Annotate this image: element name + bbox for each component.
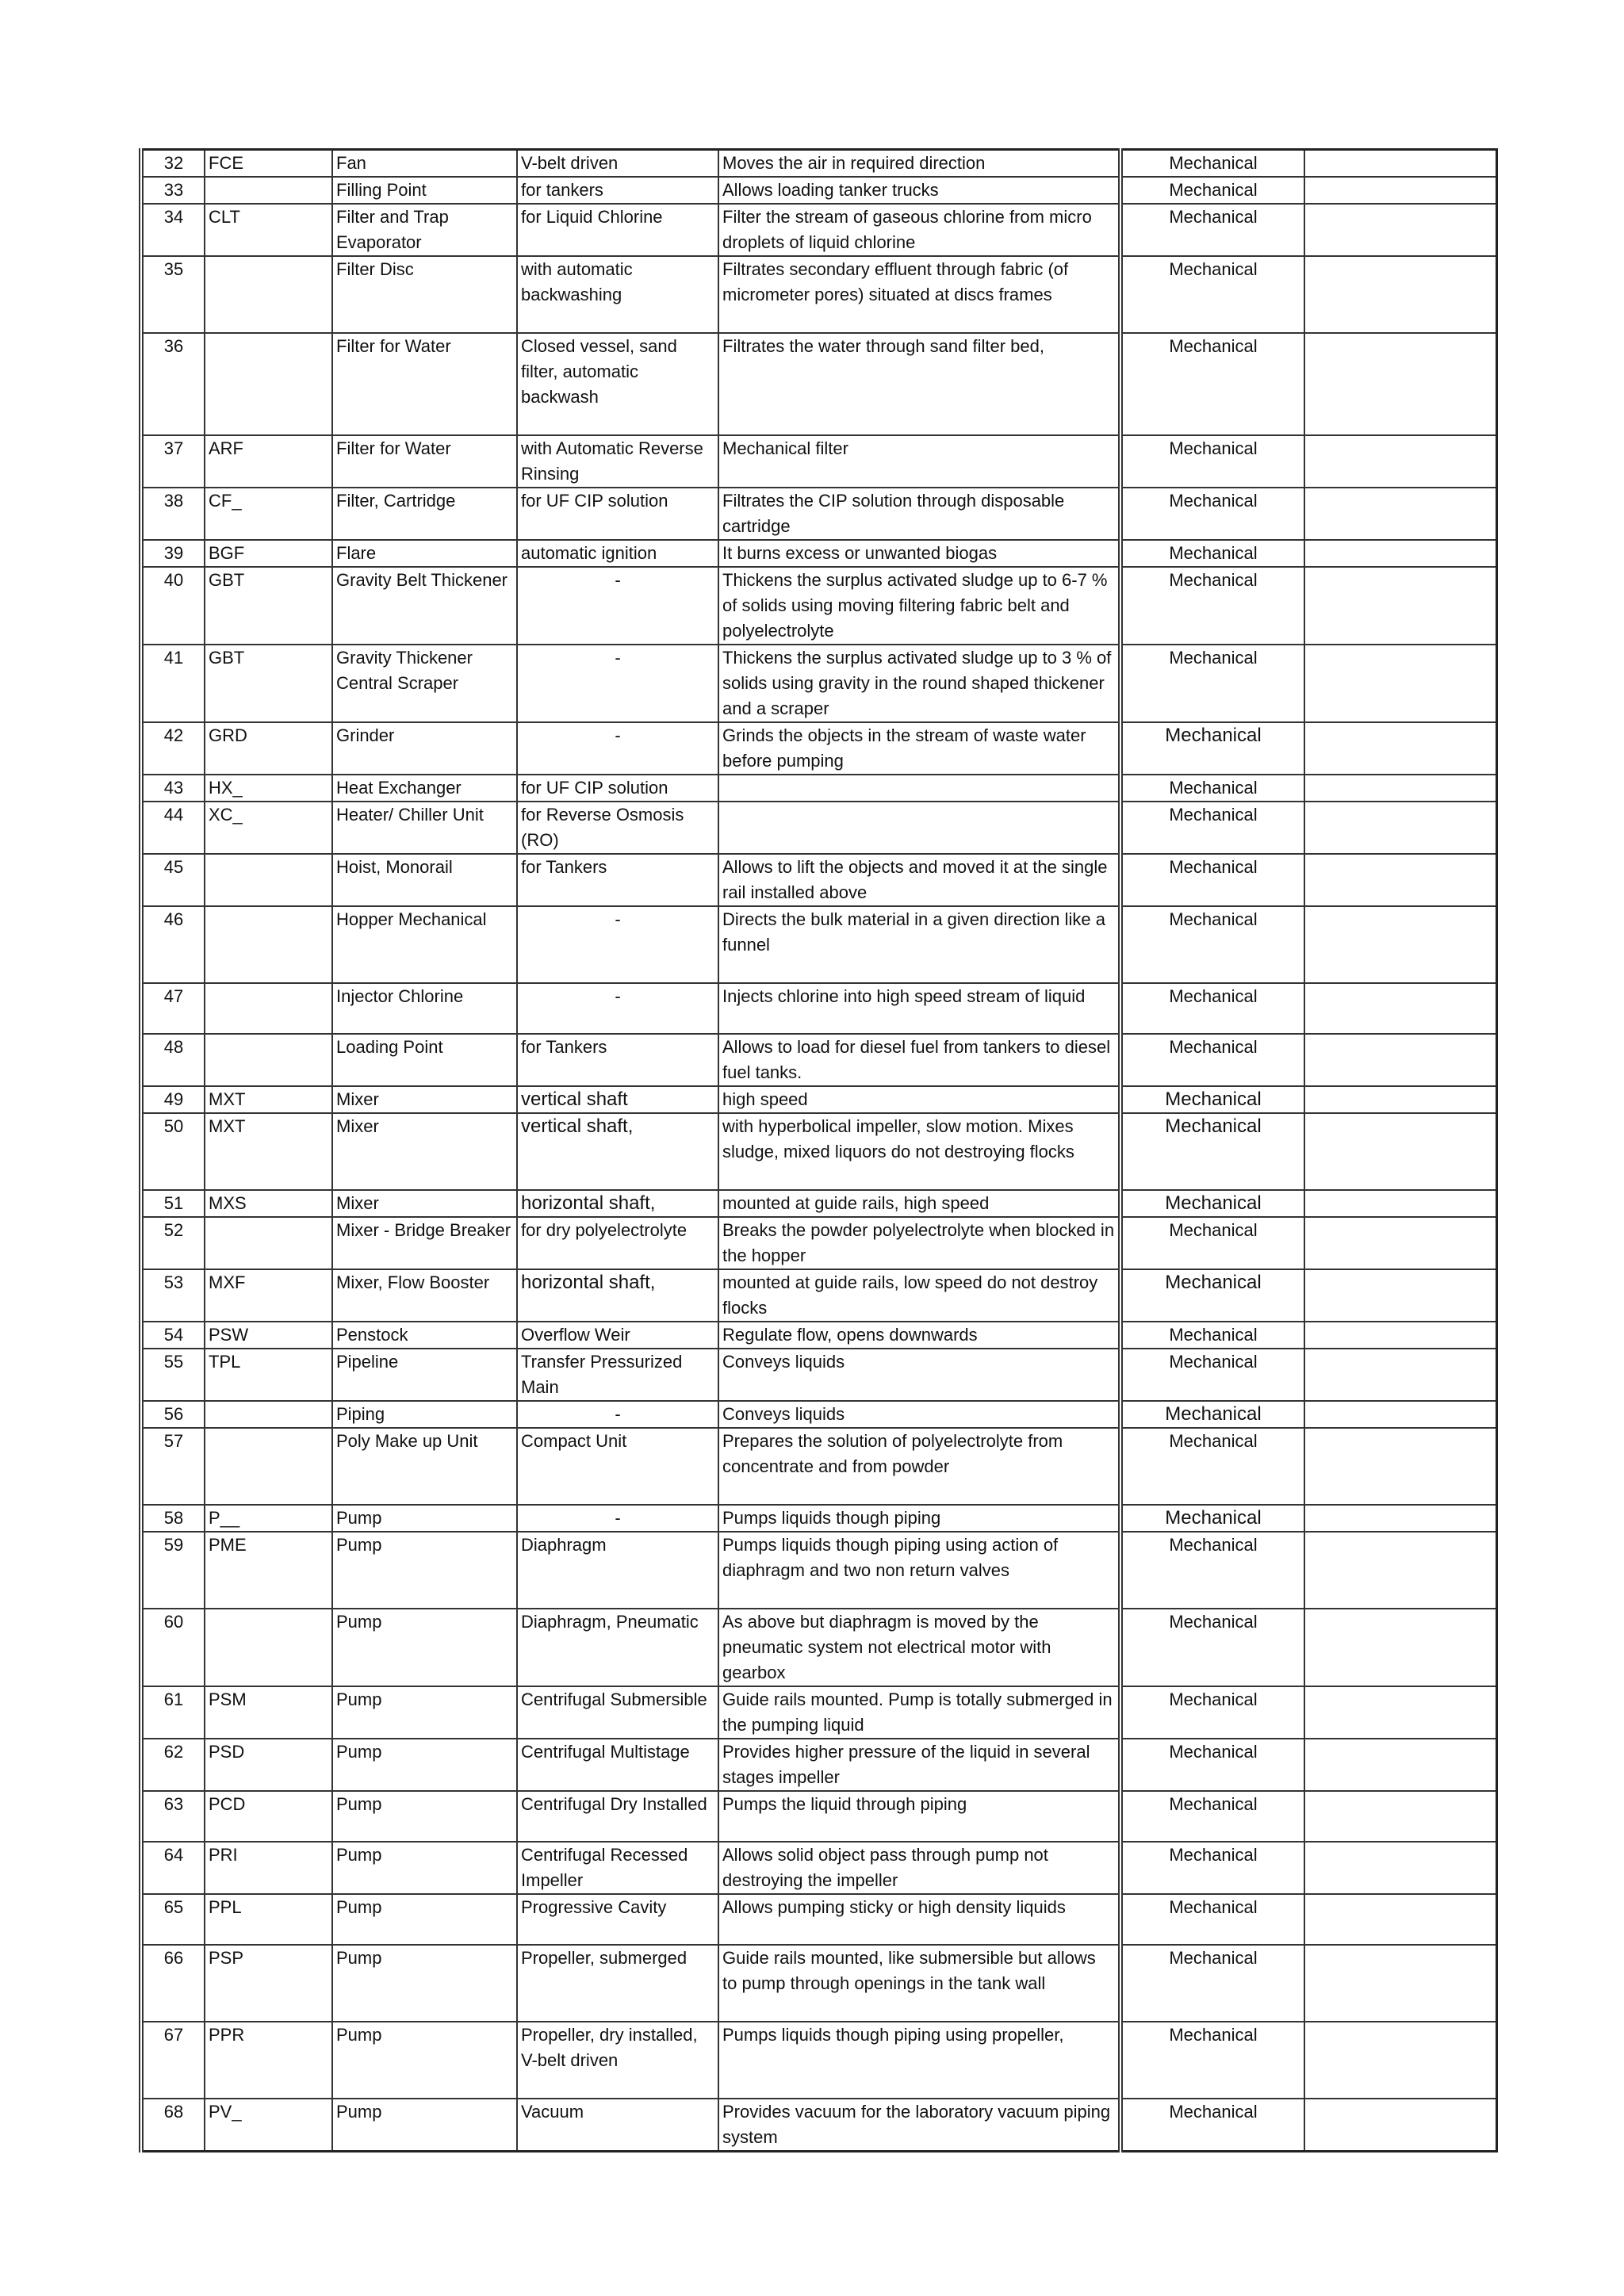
equipment-description: Pumps the liquid through piping [718, 1791, 1120, 1842]
equipment-table-body [141, 150, 1496, 2152]
equipment-spec: Diaphragm, Pneumatic [517, 1609, 718, 1686]
row-number: 45 [141, 854, 205, 906]
equipment-category: Mechanical [1120, 722, 1304, 775]
equipment-spec: horizontal shaft, [517, 1269, 718, 1322]
row-number: 46 [141, 906, 205, 983]
table-row [141, 722, 1496, 775]
equipment-spec: Centrifugal Recessed Impeller [517, 1842, 718, 1894]
table-row [141, 1401, 1496, 1428]
equipment-description: with hyperbolical impeller, slow motion. Mixes sludge, mixed liquors do not destroying flocks [718, 1113, 1120, 1190]
row-number: 36 [141, 333, 205, 435]
equipment-description: Allows to lift the objects and moved it at the single rail installed above [718, 854, 1120, 906]
equipment-code: PPL [205, 1894, 332, 1945]
equipment-code: GBT [205, 567, 332, 645]
row-number: 34 [141, 204, 205, 256]
equipment-spec: V-belt driven [517, 150, 718, 178]
equipment-code: CLT [205, 204, 332, 256]
equipment-code [205, 333, 332, 435]
equipment-category: Mechanical [1120, 567, 1304, 645]
row-number: 59 [141, 1532, 205, 1609]
equipment-code: MXT [205, 1086, 332, 1113]
empty-cell [1304, 333, 1496, 435]
equipment-code: FCE [205, 150, 332, 178]
table-row [141, 1532, 1496, 1609]
empty-cell [1304, 1401, 1496, 1428]
equipment-description: Pumps liquids though piping using action of diaphragm and two non return valves [718, 1532, 1120, 1609]
empty-cell [1304, 1505, 1496, 1532]
equipment-description: Injects chlorine into high speed stream of liquid [718, 983, 1120, 1034]
row-number: 53 [141, 1269, 205, 1322]
equipment-name: Poly Make up Unit [332, 1428, 517, 1505]
equipment-name: Fan [332, 150, 517, 178]
empty-cell [1304, 645, 1496, 722]
equipment-description: Filtrates secondary effluent through fabric (of micrometer pores) situated at discs frames [718, 256, 1120, 333]
equipment-name: Hoist, Monorail [332, 854, 517, 906]
equipment-code [205, 1609, 332, 1686]
table-row [141, 1113, 1496, 1190]
table-row [141, 1739, 1496, 1791]
row-number: 68 [141, 2099, 205, 2152]
equipment-code [205, 983, 332, 1034]
equipment-spec: - [517, 645, 718, 722]
empty-cell [1304, 150, 1496, 178]
equipment-category: Mechanical [1120, 540, 1304, 567]
equipment-category: Mechanical [1120, 1894, 1304, 1945]
equipment-category: Mechanical [1120, 983, 1304, 1034]
equipment-spec: - [517, 1505, 718, 1532]
equipment-spec: automatic ignition [517, 540, 718, 567]
equipment-code: PSW [205, 1322, 332, 1349]
table-row [141, 1894, 1496, 1945]
row-number: 32 [141, 150, 205, 178]
row-number: 33 [141, 177, 205, 204]
equipment-category: Mechanical [1120, 177, 1304, 204]
equipment-category: Mechanical [1120, 1034, 1304, 1086]
equipment-name: Mixer [332, 1086, 517, 1113]
table-row [141, 1686, 1496, 1739]
empty-cell [1304, 1945, 1496, 2022]
empty-cell [1304, 488, 1496, 540]
empty-cell [1304, 1739, 1496, 1791]
table-row [141, 1842, 1496, 1894]
equipment-code: CF_ [205, 488, 332, 540]
equipment-spec: - [517, 1401, 718, 1428]
empty-cell [1304, 2099, 1496, 2152]
equipment-description: Provides higher pressure of the liquid in several stages impeller [718, 1739, 1120, 1791]
table-row [141, 854, 1496, 906]
equipment-name: Mixer, Flow Booster [332, 1269, 517, 1322]
equipment-description: Breaks the powder polyelectrolyte when blocked in the hopper [718, 1217, 1120, 1269]
row-number: 35 [141, 256, 205, 333]
equipment-spec: Closed vessel, sand filter, automatic backwash [517, 333, 718, 435]
equipment-spec: vertical shaft, [517, 1113, 718, 1190]
equipment-name: Pump [332, 1686, 517, 1739]
equipment-name: Pump [332, 1894, 517, 1945]
empty-cell [1304, 1269, 1496, 1322]
equipment-spec: Compact Unit [517, 1428, 718, 1505]
equipment-spec: Centrifugal Multistage [517, 1739, 718, 1791]
equipment-name: Filter and Trap Evaporator [332, 204, 517, 256]
row-number: 51 [141, 1190, 205, 1217]
row-number: 62 [141, 1739, 205, 1791]
equipment-spec: for Tankers [517, 1034, 718, 1086]
equipment-name: Pump [332, 1532, 517, 1609]
empty-cell [1304, 1609, 1496, 1686]
empty-cell [1304, 1322, 1496, 1349]
equipment-description [718, 775, 1120, 802]
equipment-description: Regulate flow, opens downwards [718, 1322, 1120, 1349]
empty-cell [1304, 1428, 1496, 1505]
row-number: 56 [141, 1401, 205, 1428]
equipment-description [718, 802, 1120, 854]
table-row [141, 333, 1496, 435]
equipment-category: Mechanical [1120, 1113, 1304, 1190]
equipment-description: Filtrates the CIP solution through disposable cartridge [718, 488, 1120, 540]
row-number: 50 [141, 1113, 205, 1190]
row-number: 39 [141, 540, 205, 567]
equipment-name: Pump [332, 1739, 517, 1791]
equipment-category: Mechanical [1120, 1945, 1304, 2022]
empty-cell [1304, 1791, 1496, 1842]
equipment-spec: Propeller, submerged [517, 1945, 718, 2022]
empty-cell [1304, 1532, 1496, 1609]
equipment-category: Mechanical [1120, 1349, 1304, 1401]
equipment-code [205, 1217, 332, 1269]
equipment-category: Mechanical [1120, 1428, 1304, 1505]
equipment-code: GBT [205, 645, 332, 722]
equipment-name: Heat Exchanger [332, 775, 517, 802]
equipment-category: Mechanical [1120, 1217, 1304, 1269]
equipment-code: PRI [205, 1842, 332, 1894]
equipment-category: Mechanical [1120, 1609, 1304, 1686]
table-row [141, 1322, 1496, 1349]
equipment-name: Pump [332, 1791, 517, 1842]
equipment-code: PV_ [205, 2099, 332, 2152]
equipment-spec: for tankers [517, 177, 718, 204]
table-row [141, 488, 1496, 540]
equipment-description: Directs the bulk material in a given direction like a funnel [718, 906, 1120, 983]
equipment-code [205, 906, 332, 983]
table-row [141, 150, 1496, 178]
equipment-category: Mechanical [1120, 1086, 1304, 1113]
equipment-code: BGF [205, 540, 332, 567]
equipment-code: HX_ [205, 775, 332, 802]
empty-cell [1304, 854, 1496, 906]
equipment-category: Mechanical [1120, 1532, 1304, 1609]
table-row [141, 1034, 1496, 1086]
empty-cell [1304, 204, 1496, 256]
row-number: 66 [141, 1945, 205, 2022]
equipment-spec: for UF CIP solution [517, 488, 718, 540]
table-row [141, 1505, 1496, 1532]
equipment-category: Mechanical [1120, 854, 1304, 906]
equipment-spec: for UF CIP solution [517, 775, 718, 802]
equipment-description: mounted at guide rails, high speed [718, 1190, 1120, 1217]
equipment-category: Mechanical [1120, 1401, 1304, 1428]
equipment-category: Mechanical [1120, 802, 1304, 854]
empty-cell [1304, 1894, 1496, 1945]
equipment-name: Filling Point [332, 177, 517, 204]
equipment-spec: with Automatic Reverse Rinsing [517, 435, 718, 488]
equipment-code: TPL [205, 1349, 332, 1401]
equipment-spec: vertical shaft [517, 1086, 718, 1113]
empty-cell [1304, 802, 1496, 854]
equipment-name: Mixer - Bridge Breaker [332, 1217, 517, 1269]
equipment-spec: - [517, 906, 718, 983]
equipment-name: Piping [332, 1401, 517, 1428]
equipment-code: MXT [205, 1113, 332, 1190]
table-row [141, 567, 1496, 645]
equipment-spec: horizontal shaft, [517, 1190, 718, 1217]
row-number: 48 [141, 1034, 205, 1086]
equipment-name: Grinder [332, 722, 517, 775]
empty-cell [1304, 1686, 1496, 1739]
equipment-code: ARF [205, 435, 332, 488]
equipment-name: Gravity Thickener Central Scraper [332, 645, 517, 722]
equipment-code: PCD [205, 1791, 332, 1842]
equipment-code: MXF [205, 1269, 332, 1322]
equipment-spec: - [517, 722, 718, 775]
equipment-category: Mechanical [1120, 150, 1304, 178]
row-number: 38 [141, 488, 205, 540]
row-number: 40 [141, 567, 205, 645]
equipment-category: Mechanical [1120, 1842, 1304, 1894]
empty-cell [1304, 540, 1496, 567]
equipment-name: Pump [332, 1842, 517, 1894]
equipment-spec: with automatic backwashing [517, 256, 718, 333]
row-number: 41 [141, 645, 205, 722]
equipment-spec: Diaphragm [517, 1532, 718, 1609]
equipment-description: Guide rails mounted. Pump is totally submerged in the pumping liquid [718, 1686, 1120, 1739]
equipment-category: Mechanical [1120, 1269, 1304, 1322]
table-row [141, 540, 1496, 567]
table-row [141, 1190, 1496, 1217]
equipment-spec: - [517, 983, 718, 1034]
equipment-code [205, 1034, 332, 1086]
table-row [141, 775, 1496, 802]
equipment-description: Grinds the objects in the stream of waste water before pumping [718, 722, 1120, 775]
equipment-category: Mechanical [1120, 488, 1304, 540]
equipment-name: Pump [332, 2099, 517, 2152]
equipment-name: Loading Point [332, 1034, 517, 1086]
row-number: 47 [141, 983, 205, 1034]
empty-cell [1304, 722, 1496, 775]
empty-cell [1304, 906, 1496, 983]
table-row [141, 204, 1496, 256]
equipment-code: PPR [205, 2022, 332, 2099]
equipment-spec: Transfer Pressurized Main [517, 1349, 718, 1401]
equipment-code: MXS [205, 1190, 332, 1217]
equipment-description: Mechanical filter [718, 435, 1120, 488]
equipment-code: GRD [205, 722, 332, 775]
equipment-description: Allows solid object pass through pump not destroying the impeller [718, 1842, 1120, 1894]
row-number: 44 [141, 802, 205, 854]
equipment-code [205, 1401, 332, 1428]
equipment-name: Filter for Water [332, 333, 517, 435]
equipment-name: Penstock [332, 1322, 517, 1349]
equipment-description: Allows pumping sticky or high density liquids [718, 1894, 1120, 1945]
empty-cell [1304, 1842, 1496, 1894]
equipment-description: Conveys liquids [718, 1401, 1120, 1428]
equipment-code [205, 1428, 332, 1505]
equipment-code: PSM [205, 1686, 332, 1739]
empty-cell [1304, 256, 1496, 333]
row-number: 52 [141, 1217, 205, 1269]
empty-cell [1304, 1349, 1496, 1401]
table-row [141, 435, 1496, 488]
equipment-description: high speed [718, 1086, 1120, 1113]
equipment-category: Mechanical [1120, 2099, 1304, 2152]
table-row [141, 802, 1496, 854]
equipment-description: Filtrates the water through sand filter bed, [718, 333, 1120, 435]
equipment-category: Mechanical [1120, 775, 1304, 802]
equipment-spec: for Reverse Osmosis (RO) [517, 802, 718, 854]
table-row [141, 2099, 1496, 2152]
equipment-spec: Propeller, dry installed, V-belt driven [517, 2022, 718, 2099]
equipment-name: Pump [332, 2022, 517, 2099]
equipment-description: Prepares the solution of polyelectrolyte from concentrate and from powder [718, 1428, 1120, 1505]
equipment-name: Pump [332, 1945, 517, 2022]
equipment-category: Mechanical [1120, 2022, 1304, 2099]
equipment-description: Pumps liquids though piping [718, 1505, 1120, 1532]
table-row [141, 1269, 1496, 1322]
equipment-spec: for dry polyelectrolyte [517, 1217, 718, 1269]
table-row [141, 906, 1496, 983]
row-number: 49 [141, 1086, 205, 1113]
equipment-category: Mechanical [1120, 435, 1304, 488]
equipment-code [205, 256, 332, 333]
table-row [141, 1217, 1496, 1269]
equipment-code: XC_ [205, 802, 332, 854]
equipment-name: Mixer [332, 1190, 517, 1217]
equipment-code: PME [205, 1532, 332, 1609]
equipment-spec: Vacuum [517, 2099, 718, 2152]
table-row [141, 1609, 1496, 1686]
equipment-name: Injector Chlorine [332, 983, 517, 1034]
table-row [141, 645, 1496, 722]
row-number: 64 [141, 1842, 205, 1894]
table-row [141, 2022, 1496, 2099]
equipment-category: Mechanical [1120, 1505, 1304, 1532]
equipment-code [205, 854, 332, 906]
equipment-category: Mechanical [1120, 1686, 1304, 1739]
table-row [141, 256, 1496, 333]
row-number: 58 [141, 1505, 205, 1532]
empty-cell [1304, 1086, 1496, 1113]
equipment-description: mounted at guide rails, low speed do not destroy flocks [718, 1269, 1120, 1322]
equipment-spec: Centrifugal Dry Installed [517, 1791, 718, 1842]
empty-cell [1304, 983, 1496, 1034]
empty-cell [1304, 1113, 1496, 1190]
empty-cell [1304, 775, 1496, 802]
equipment-category: Mechanical [1120, 204, 1304, 256]
equipment-code: PSP [205, 1945, 332, 2022]
equipment-name: Mixer [332, 1113, 517, 1190]
equipment-description: Filter the stream of gaseous chlorine from micro droplets of liquid chlorine [718, 204, 1120, 256]
equipment-spec: Progressive Cavity [517, 1894, 718, 1945]
empty-cell [1304, 1034, 1496, 1086]
row-number: 57 [141, 1428, 205, 1505]
equipment-description: Provides vacuum for the laboratory vacuum piping system [718, 2099, 1120, 2152]
table-row [141, 1945, 1496, 2022]
equipment-category: Mechanical [1120, 1190, 1304, 1217]
table-row [141, 1428, 1496, 1505]
equipment-code [205, 177, 332, 204]
row-number: 42 [141, 722, 205, 775]
empty-cell [1304, 435, 1496, 488]
equipment-spec: for Tankers [517, 854, 718, 906]
row-number: 37 [141, 435, 205, 488]
equipment-description: Thickens the surplus activated sludge up to 3 % of solids using gravity in the round shaped thickener and a scraper [718, 645, 1120, 722]
table-row [141, 1349, 1496, 1401]
equipment-description: It burns excess or unwanted biogas [718, 540, 1120, 567]
equipment-category: Mechanical [1120, 333, 1304, 435]
empty-cell [1304, 1190, 1496, 1217]
row-number: 61 [141, 1686, 205, 1739]
equipment-description: Allows loading tanker trucks [718, 177, 1120, 204]
equipment-code: PSD [205, 1739, 332, 1791]
equipment-name: Pipeline [332, 1349, 517, 1401]
equipment-category: Mechanical [1120, 1791, 1304, 1842]
equipment-description: Moves the air in required direction [718, 150, 1120, 178]
equipment-name: Heater/ Chiller Unit [332, 802, 517, 854]
equipment-name: Filter, Cartridge [332, 488, 517, 540]
equipment-category: Mechanical [1120, 645, 1304, 722]
equipment-name: Filter Disc [332, 256, 517, 333]
empty-cell [1304, 1217, 1496, 1269]
empty-cell [1304, 567, 1496, 645]
equipment-description: Thickens the surplus activated sludge up to 6-7 % of solids using moving filtering fabric belt and polyelectrolyte [718, 567, 1120, 645]
equipment-spec: Centrifugal Submersible [517, 1686, 718, 1739]
table-row [141, 1791, 1496, 1842]
row-number: 55 [141, 1349, 205, 1401]
equipment-code: P__ [205, 1505, 332, 1532]
equipment-description: As above but diaphragm is moved by the pneumatic system not electrical motor with gearbox [718, 1609, 1120, 1686]
row-number: 63 [141, 1791, 205, 1842]
equipment-description: Allows to load for diesel fuel from tankers to diesel fuel tanks. [718, 1034, 1120, 1086]
equipment-name: Filter for Water [332, 435, 517, 488]
row-number: 65 [141, 1894, 205, 1945]
equipment-category: Mechanical [1120, 1739, 1304, 1791]
equipment-spec: Overflow Weir [517, 1322, 718, 1349]
equipment-description: Guide rails mounted, like submersible but allows to pump through openings in the tank wall [718, 1945, 1120, 2022]
row-number: 43 [141, 775, 205, 802]
equipment-name: Pump [332, 1609, 517, 1686]
empty-cell [1304, 2022, 1496, 2099]
row-number: 67 [141, 2022, 205, 2099]
equipment-name: Pump [332, 1505, 517, 1532]
row-number: 54 [141, 1322, 205, 1349]
equipment-description: Pumps liquids though piping using propeller, [718, 2022, 1120, 2099]
row-number: 60 [141, 1609, 205, 1686]
table-row [141, 983, 1496, 1034]
equipment-category: Mechanical [1120, 256, 1304, 333]
equipment-spec: for Liquid Chlorine [517, 204, 718, 256]
table-row [141, 1086, 1496, 1113]
equipment-name: Hopper Mechanical [332, 906, 517, 983]
empty-cell [1304, 177, 1496, 204]
equipment-category: Mechanical [1120, 1322, 1304, 1349]
equipment-description: Conveys liquids [718, 1349, 1120, 1401]
equipment-spec: - [517, 567, 718, 645]
table-row [141, 177, 1496, 204]
equipment-table [139, 148, 1498, 2152]
equipment-name: Gravity Belt Thickener [332, 567, 517, 645]
equipment-category: Mechanical [1120, 906, 1304, 983]
equipment-name: Flare [332, 540, 517, 567]
